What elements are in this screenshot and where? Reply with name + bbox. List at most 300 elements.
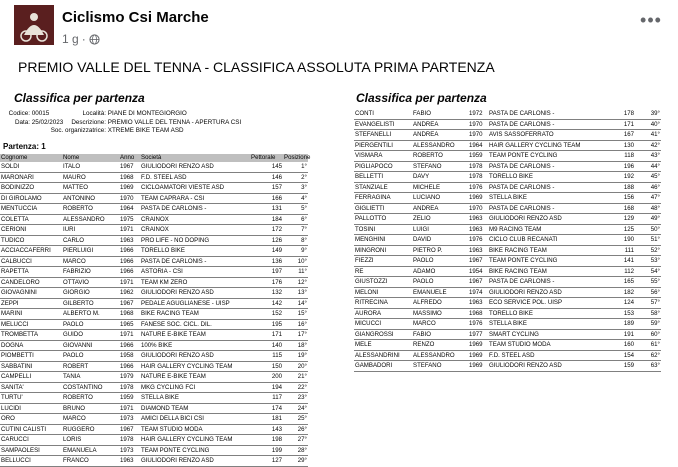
cell-team: TEAM CAPRARA - CSI [140, 193, 250, 204]
cell-year: 1959 [468, 151, 488, 162]
more-options-icon[interactable]: ••• [640, 10, 662, 30]
cell-surname: CANDELORO [0, 277, 62, 288]
cell-position: 26° [283, 424, 308, 435]
table-row [0, 172, 308, 183]
cell-year: 1963 [119, 235, 140, 246]
cell-position: 42° [635, 140, 661, 151]
cell-firstname: ALFREDO [412, 298, 468, 309]
cell-year: 1966 [119, 246, 140, 257]
cell-bib: 112 [602, 266, 635, 277]
page-name-link[interactable]: Ciclismo Csi Marche [62, 9, 209, 26]
cell-year: 1962 [119, 288, 140, 299]
cell-surname: PALLOTTO [354, 214, 412, 225]
cell-team: TEAM PONTE CYCLING [140, 445, 250, 456]
cell-position: 12° [283, 277, 308, 288]
cell-position: 2° [283, 172, 308, 183]
post-meta [62, 32, 100, 46]
cell-firstname: ZELIO [412, 214, 468, 225]
table-row [0, 309, 308, 320]
cell-team: PEDALE AGUGLIANESE - UISP [140, 298, 250, 309]
cell-team: HAIR GALLERY CYCLING TEAM [488, 140, 602, 151]
cell-surname: BODINIZZO [0, 183, 62, 194]
cell-year: 1972 [468, 109, 488, 119]
table-row [0, 246, 308, 257]
cell-firstname: EMANUELA [62, 445, 119, 456]
cell-team: PRO LIFE - NO DOPING [140, 235, 250, 246]
cell-surname: RAPETTA [0, 267, 62, 278]
cell-surname: PIGLIAPOCO [354, 161, 412, 172]
cell-year: 1976 [468, 319, 488, 330]
cell-firstname: RENZO [412, 340, 468, 351]
cell-surname: ORO [0, 414, 62, 425]
cell-team: NATURE E-BIKE TEAM [140, 330, 250, 341]
cell-team: TEAM STUDIO MODA [488, 340, 602, 351]
cell-firstname: PAOLO [412, 277, 468, 288]
cell-bib: 172 [250, 225, 283, 236]
cell-year: 1969 [468, 350, 488, 361]
description-label: Descrizione: [71, 118, 106, 126]
cell-bib: 152 [250, 309, 283, 320]
cell-firstname: ALESSANDRO [412, 350, 468, 361]
location-value: PIANE DI MONTEGIORGIO [107, 110, 187, 117]
cell-position: 13° [283, 288, 308, 299]
cell-year: 1969 [468, 193, 488, 204]
cell-team: HAIR GALLERY CYCLING TEAM [140, 361, 250, 372]
cell-surname: CUTINI CALISTI [0, 424, 62, 435]
cell-position: 61° [635, 340, 661, 351]
cell-surname: STEFANELLI [354, 130, 412, 141]
table-row [354, 193, 661, 204]
cell-bib: 156 [602, 193, 635, 204]
cell-team: PASTA DE CARLONIS - [488, 161, 602, 172]
cell-position: 43° [635, 151, 661, 162]
cell-bib: 111 [602, 245, 635, 256]
cell-surname: ACCIACCAFERRI [0, 246, 62, 257]
cell-year: 1958 [119, 351, 140, 362]
table-row [354, 214, 661, 225]
cell-team: GIULIODORI RENZO ASD [140, 456, 250, 467]
post-header [0, 0, 678, 58]
cell-surname: GIUSTOZZI [354, 277, 412, 288]
cell-team: GIULIODORI RENZO ASD [488, 287, 602, 298]
cell-firstname: MICHELE [412, 182, 468, 193]
cell-position: 10° [283, 256, 308, 267]
cell-team: BIKE RACING TEAM [488, 266, 602, 277]
cell-firstname: FABIO [412, 329, 468, 340]
cell-position: 41° [635, 130, 661, 141]
cell-position: 59° [635, 319, 661, 330]
cell-surname: EVANGELISTI [354, 119, 412, 130]
cell-surname: MARINI [0, 309, 62, 320]
cell-position: 60° [635, 329, 661, 340]
results-table-left [0, 154, 311, 467]
cell-team: ECO SERVICE POL. UISP [488, 298, 602, 309]
cell-position: 40° [635, 119, 661, 130]
cell-year: 1978 [119, 435, 140, 446]
cell-surname: MELE [354, 340, 412, 351]
cell-firstname: BRUNO [62, 403, 119, 414]
table-row [0, 319, 308, 330]
cell-firstname: ANDREA [412, 130, 468, 141]
cell-year: 1978 [468, 161, 488, 172]
cell-firstname: MARCO [62, 256, 119, 267]
cell-surname: MENGHINI [354, 235, 412, 246]
cell-firstname: PAOLO [62, 351, 119, 362]
cell-position: 22° [283, 382, 308, 393]
cell-firstname: LUCIANO [412, 193, 468, 204]
cell-team: CICLOAMATORI VIESTE ASD [140, 183, 250, 194]
cell-firstname: STEFANO [412, 361, 468, 372]
cell-year: 1966 [119, 361, 140, 372]
cell-surname: SOLDI [0, 162, 62, 172]
table-row [0, 393, 308, 404]
cell-bib: 194 [250, 382, 283, 393]
table-row [354, 319, 661, 330]
col-header-bib: Pettorale [250, 154, 283, 162]
cell-team: BIKE RACING TEAM [140, 309, 250, 320]
table-row [354, 308, 661, 319]
location-label: Località: [82, 110, 106, 117]
cell-surname: ZEPPI [0, 298, 62, 309]
table-row [354, 361, 661, 372]
table-row [0, 267, 308, 278]
cell-firstname: ANDREA [412, 203, 468, 214]
cell-bib: 149 [250, 246, 283, 257]
cell-firstname: STEFANO [412, 161, 468, 172]
table-row [354, 203, 661, 214]
cell-bib: 178 [602, 109, 635, 119]
table-row [0, 414, 308, 425]
page-avatar[interactable] [14, 5, 54, 45]
cell-team: M9 RACING TEAM [488, 224, 602, 235]
cell-firstname: PIERLUIGI [62, 246, 119, 257]
cell-position: 46° [635, 182, 661, 193]
cell-bib: 136 [250, 256, 283, 267]
cell-surname: FERRAGINA [354, 193, 412, 204]
table-row [0, 403, 308, 414]
cell-surname: TUDICO [0, 235, 62, 246]
cell-surname: BELLUCCI [0, 456, 62, 467]
cell-firstname: ANTONINO [62, 193, 119, 204]
cell-surname: CONTI [354, 109, 412, 119]
cell-team: CRAINOX [140, 214, 250, 225]
cell-firstname: GIOVANNI [62, 340, 119, 351]
table-row [354, 256, 661, 267]
cell-team: F.D. STEEL ASD [488, 350, 602, 361]
cell-bib: 140 [250, 340, 283, 351]
cell-firstname: ITALO [62, 162, 119, 172]
col-header-team: Società [140, 154, 250, 162]
cell-year: 1968 [119, 172, 140, 183]
cell-bib: 168 [602, 203, 635, 214]
cell-surname: RITRECINA [354, 298, 412, 309]
cell-position: 39° [635, 109, 661, 119]
cell-team: PASTA DE CARLONIS - [140, 256, 250, 267]
cell-year: 1967 [468, 277, 488, 288]
cell-firstname: TANIA [62, 372, 119, 383]
table-row [354, 109, 661, 119]
cell-firstname: EMANUELE [412, 287, 468, 298]
cell-firstname: ALESSANDRO [62, 214, 119, 225]
cell-bib: 115 [250, 351, 283, 362]
cell-position: 29° [283, 456, 308, 467]
table-row [0, 435, 308, 446]
cell-position: 50° [635, 224, 661, 235]
cell-bib: 118 [602, 151, 635, 162]
cell-year: 1970 [468, 130, 488, 141]
cell-year: 1979 [119, 372, 140, 383]
cell-surname: SAMPAOLESI [0, 445, 62, 456]
cell-firstname: FABRIZIO [62, 267, 119, 278]
cell-position: 9° [283, 246, 308, 257]
col-header-year: Anno [119, 154, 140, 162]
cell-position: 17° [283, 330, 308, 341]
cell-surname: GIGLIETTI [354, 203, 412, 214]
cell-team: ASTORIA - CSI [140, 267, 250, 278]
cell-position: 45° [635, 172, 661, 183]
cell-surname: DI GIROLAMO [0, 193, 62, 204]
cell-bib: 182 [602, 287, 635, 298]
cell-firstname: LUIGI [412, 224, 468, 235]
cell-surname: ALESSANDRINI [354, 350, 412, 361]
cell-position: 44° [635, 161, 661, 172]
cell-bib: 184 [250, 214, 283, 225]
table-row [354, 298, 661, 309]
cell-position: 54° [635, 266, 661, 277]
right-heading: Classifica per partenza [356, 91, 487, 105]
cell-surname: CARUCCI [0, 435, 62, 446]
cell-bib: 171 [602, 119, 635, 130]
cell-year: 1966 [119, 267, 140, 278]
cell-position: 1° [283, 162, 308, 172]
cell-position: 48° [635, 203, 661, 214]
table-row [354, 235, 661, 246]
cell-position: 27° [283, 435, 308, 446]
cell-position: 11° [283, 267, 308, 278]
cell-bib: 171 [250, 330, 283, 341]
cell-year: 1967 [119, 424, 140, 435]
cell-year: 1967 [119, 298, 140, 309]
cell-team: AVIS SASSOFERRATO [488, 130, 602, 141]
cell-firstname: ADAMO [412, 266, 468, 277]
cell-firstname: PIETRO P. [412, 245, 468, 256]
cell-bib: 160 [602, 340, 635, 351]
cell-position: 51° [635, 235, 661, 246]
cell-firstname: FRANCO [62, 456, 119, 467]
cell-firstname: ROBERT [62, 361, 119, 372]
cell-surname: BELLETTI [354, 172, 412, 183]
cell-firstname: PAOLO [412, 256, 468, 267]
cell-firstname: MAURO [62, 172, 119, 183]
cell-team: 100% BIKE [140, 340, 250, 351]
cell-position: 16° [283, 319, 308, 330]
cell-year: 1959 [119, 393, 140, 404]
cell-surname: FIEZZI [354, 256, 412, 267]
cell-firstname: MASSIMO [412, 308, 468, 319]
table-row [354, 329, 661, 340]
cell-bib: 126 [250, 235, 283, 246]
cell-bib: 117 [250, 393, 283, 404]
cell-year: 1963 [468, 214, 488, 225]
cell-surname: TURTU' [0, 393, 62, 404]
cell-position: 47° [635, 193, 661, 204]
cell-firstname: PAOLO [62, 319, 119, 330]
cell-position: 21° [283, 372, 308, 383]
cell-team: TORELLO BIKE [488, 308, 602, 319]
cell-firstname: ROBERTO [62, 393, 119, 404]
cell-year: 1969 [468, 361, 488, 372]
cell-bib: 141 [602, 256, 635, 267]
cell-team: GIULIODORI RENZO ASD [488, 361, 602, 372]
cell-year: 1967 [119, 162, 140, 172]
cell-surname: MELUCCI [0, 319, 62, 330]
cell-team: PASTA DE CARLONIS - [488, 109, 602, 119]
cell-bib: 195 [250, 319, 283, 330]
cell-team: F.D. STEEL ASD [140, 172, 250, 183]
cell-team: PASTA DE CARLONIS - [488, 119, 602, 130]
cell-year: 1966 [119, 256, 140, 267]
cell-surname: MARONARI [0, 172, 62, 183]
cell-year: 1970 [468, 203, 488, 214]
cell-year: 1977 [468, 329, 488, 340]
cell-team: FANESE SOC. CICL. DIL. [140, 319, 250, 330]
cell-bib: 150 [250, 361, 283, 372]
cell-team: CICLO CLUB RECANATI [488, 235, 602, 246]
cell-team: TEAM PONTE CYCLING [488, 151, 602, 162]
cell-position: 23° [283, 393, 308, 404]
cell-year: 1963 [468, 245, 488, 256]
cell-team: GIULIODORI RENZO ASD [488, 214, 602, 225]
cell-team: TEAM PONTE CYCLING [488, 256, 602, 267]
cell-position: 28° [283, 445, 308, 456]
cell-year: 1970 [468, 119, 488, 130]
cell-surname: DOGNA [0, 340, 62, 351]
table-row [354, 151, 661, 162]
cell-year: 1964 [119, 204, 140, 215]
cell-position: 14° [283, 298, 308, 309]
cell-position: 25° [283, 414, 308, 425]
cell-surname: CERIONI [0, 225, 62, 236]
cell-bib: 129 [602, 214, 635, 225]
results-table-right [354, 109, 661, 372]
table-row [0, 298, 308, 309]
cell-year: 1971 [119, 277, 140, 288]
left-heading: Classifica per partenza [14, 91, 145, 105]
cell-year: 1978 [468, 172, 488, 183]
cell-position: 18° [283, 340, 308, 351]
cell-bib: 174 [250, 403, 283, 414]
cell-firstname: ANDREA [412, 119, 468, 130]
cell-bib: 130 [602, 140, 635, 151]
cell-year: 1968 [119, 309, 140, 320]
cell-team: STELLA BIKE [488, 319, 602, 330]
cell-surname: COLETTA [0, 214, 62, 225]
table-row [0, 340, 308, 351]
cyclist-logo-icon [14, 5, 54, 45]
cell-surname: SABBATINI [0, 361, 62, 372]
cell-position: 5° [283, 204, 308, 215]
table-row [0, 256, 308, 267]
cell-firstname: GUIDO [62, 330, 119, 341]
cell-bib: 191 [602, 329, 635, 340]
cell-year: 1974 [468, 287, 488, 298]
cell-team: TORELLO BIKE [488, 172, 602, 183]
cell-firstname: OTTAVIO [62, 277, 119, 288]
cell-team: TORELLO BIKE [140, 246, 250, 257]
cell-firstname: GIORGIO [62, 288, 119, 299]
cell-year: 1965 [119, 319, 140, 330]
cell-bib: 127 [250, 456, 283, 467]
cell-firstname: ALBERTO M. [62, 309, 119, 320]
table-row [0, 351, 308, 362]
cell-surname: CAMPELLI [0, 372, 62, 383]
cell-firstname: RUGGERO [62, 424, 119, 435]
cell-team: CRAINOX [140, 225, 250, 236]
table-row [0, 424, 308, 435]
table-row [354, 245, 661, 256]
cell-surname: MINGRONI [354, 245, 412, 256]
cell-position: 52° [635, 245, 661, 256]
table-row [0, 456, 308, 467]
organizer-value: XTREME BIKE TEAM ASD [107, 127, 184, 135]
cell-bib: 166 [250, 193, 283, 204]
table-row [354, 224, 661, 235]
cell-firstname: LORIS [62, 435, 119, 446]
meta-separator: · [81, 32, 86, 46]
col-header-position: Posizione [284, 154, 311, 161]
cell-team: BIKE RACING TEAM [488, 245, 602, 256]
cell-surname: GIANGROSSI [354, 329, 412, 340]
cell-bib: 145 [250, 162, 283, 172]
cell-bib: 196 [602, 161, 635, 172]
cell-year: 1973 [119, 445, 140, 456]
table-row [0, 288, 308, 299]
table-row [0, 183, 308, 194]
cell-team: PASTA DE CARLONIS - [488, 182, 602, 193]
col-header-surname: Cognome [0, 154, 62, 162]
cell-bib: 124 [602, 298, 635, 309]
table-row [354, 340, 661, 351]
col-header-name: Nome [62, 154, 119, 162]
cell-surname: PIOMBETTI [0, 351, 62, 362]
post-caption: PREMIO VALLE DEL TENNA - CLASSIFICA ASSOLUTA PRIMA PARTENZA [18, 59, 495, 75]
table-row [0, 382, 308, 393]
cell-firstname: GILBERTO [62, 298, 119, 309]
cell-surname: TROMBETTA [0, 330, 62, 341]
code-value: 00015 [31, 110, 50, 117]
cell-year: 1971 [119, 403, 140, 414]
table-row [0, 361, 308, 372]
cell-year: 1969 [119, 183, 140, 194]
cell-year: 1978 [119, 382, 140, 393]
code-label: Codice: [8, 110, 30, 117]
cell-team: DIAMOND TEAM [140, 403, 250, 414]
date-label: Data: [14, 118, 30, 126]
cell-surname: GIOVAGNINI [0, 288, 62, 299]
cell-firstname: DAVY [412, 172, 468, 183]
cell-bib: 154 [602, 350, 635, 361]
cell-year: 1973 [119, 414, 140, 425]
table-row [354, 277, 661, 288]
cell-bib: 143 [250, 424, 283, 435]
table-row [354, 119, 661, 130]
table-row [0, 204, 308, 215]
cell-year: 1968 [468, 308, 488, 319]
post-time[interactable]: 1 g [62, 32, 79, 46]
cell-surname: PIERGENTILI [354, 140, 412, 151]
cell-bib: 190 [602, 235, 635, 246]
cell-team: GIULIODORI RENZO ASD [140, 162, 250, 172]
